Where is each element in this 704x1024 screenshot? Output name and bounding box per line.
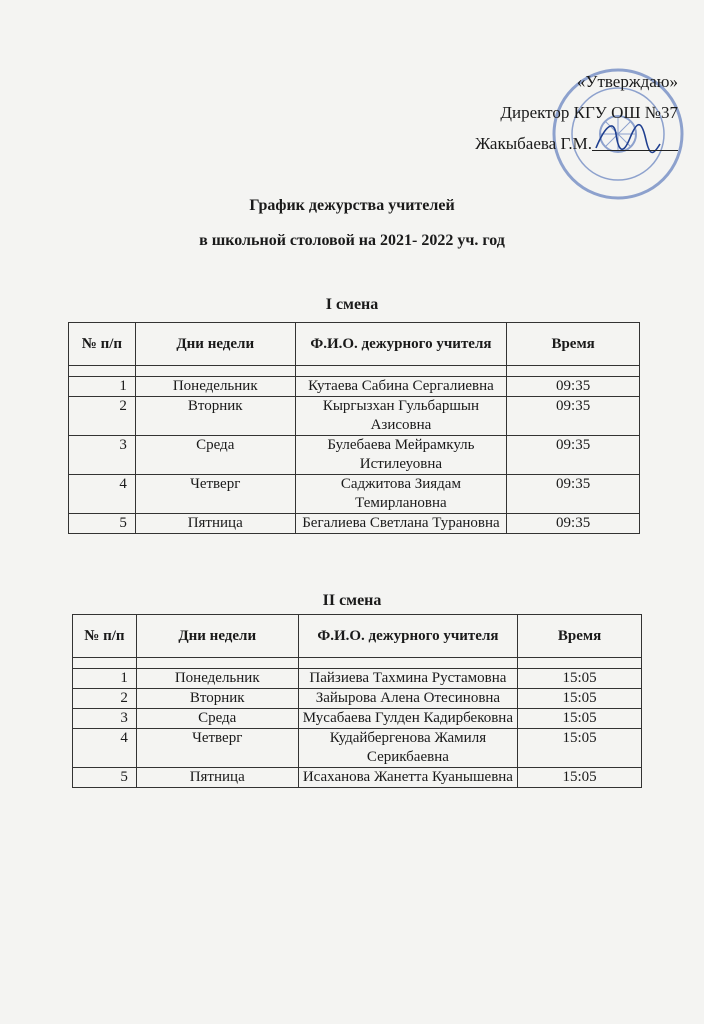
- row-teacher: Зайырова Алена Отесиновна: [298, 689, 518, 709]
- shift2-table: [72, 614, 642, 788]
- row-day: Понедельник: [136, 669, 298, 689]
- row-number: 3: [73, 709, 137, 729]
- table-row: [73, 768, 642, 788]
- director-name: Жакыбаева Г.М.: [475, 134, 592, 153]
- spacer-row: [69, 366, 640, 377]
- row-number: 3: [69, 436, 136, 475]
- row-day: Пятница: [136, 768, 298, 788]
- row-day: Среда: [135, 436, 295, 475]
- table-row: [73, 709, 642, 729]
- row-teacher: Бегалиева Светлана Турановна: [295, 514, 507, 534]
- header-time: Время: [518, 615, 642, 658]
- table-row: [69, 436, 640, 475]
- row-day: Четверг: [135, 475, 295, 514]
- table-row: [73, 689, 642, 709]
- table-row: [69, 475, 640, 514]
- row-time: 15:05: [518, 709, 642, 729]
- table-row: [69, 397, 640, 436]
- row-day: Вторник: [136, 689, 298, 709]
- row-teacher: Кудайбергенова Жамиля Серикбаевна: [298, 729, 518, 768]
- row-number: 4: [73, 729, 137, 768]
- spacer-row: [73, 658, 642, 669]
- row-time: 09:35: [507, 397, 640, 436]
- row-day: Среда: [136, 709, 298, 729]
- row-number: 2: [69, 397, 136, 436]
- header-teacher: Ф.И.О. дежурного учителя: [295, 323, 507, 366]
- header-day: Дни недели: [136, 615, 298, 658]
- table-header-row: [69, 323, 640, 366]
- header-day: Дни недели: [135, 323, 295, 366]
- row-number: 5: [69, 514, 136, 534]
- row-teacher: Мусабаева Гулден Кадирбековна: [298, 709, 518, 729]
- row-teacher: Кутаева Сабина Сергалиевна: [295, 377, 507, 397]
- row-teacher: Пайзиева Тахмина Рустамовна: [298, 669, 518, 689]
- document-title: График дежурства учителей: [249, 197, 455, 214]
- row-time: 15:05: [518, 689, 642, 709]
- row-time: 15:05: [518, 729, 642, 768]
- shift1-table: [68, 322, 640, 534]
- row-time: 09:35: [507, 475, 640, 514]
- row-teacher: Кыргызхан Гульбаршын Азисовна: [295, 397, 507, 436]
- table-header-row: [73, 615, 642, 658]
- row-teacher: Саджитова Зиядам Темирлановна: [295, 475, 507, 514]
- row-time: 09:35: [507, 377, 640, 397]
- header-number: № п/п: [73, 615, 137, 658]
- row-number: 4: [69, 475, 136, 514]
- table-row: [69, 514, 640, 534]
- row-day: Понедельник: [135, 377, 295, 397]
- row-number: 1: [69, 377, 136, 397]
- header-time: Время: [507, 323, 640, 366]
- approve-label: «Утверждаю»: [576, 72, 678, 91]
- row-day: Пятница: [135, 514, 295, 534]
- table-row: [73, 729, 642, 768]
- row-time: 15:05: [518, 669, 642, 689]
- row-number: 1: [73, 669, 137, 689]
- table-row: [73, 669, 642, 689]
- row-day: Вторник: [135, 397, 295, 436]
- shift1-heading: I смена: [325, 296, 379, 313]
- signature-line: [592, 132, 678, 151]
- header-teacher: Ф.И.О. дежурного учителя: [298, 615, 518, 658]
- row-teacher: Булебаева Мейрамкуль Истилеуовна: [295, 436, 507, 475]
- director-position: Директор КГУ ОШ №37: [500, 103, 678, 122]
- row-teacher: Исаханова Жанетта Куанышевна: [298, 768, 518, 788]
- table-row: [69, 377, 640, 397]
- director-name-line: [475, 128, 678, 159]
- row-number: 2: [73, 689, 137, 709]
- row-time: 09:35: [507, 514, 640, 534]
- row-time: 15:05: [518, 768, 642, 788]
- row-day: Четверг: [136, 729, 298, 768]
- approval-block: [475, 66, 678, 159]
- shift2-heading: II смена: [322, 592, 382, 609]
- row-time: 09:35: [507, 436, 640, 475]
- row-number: 5: [73, 768, 137, 788]
- header-number: № п/п: [69, 323, 136, 366]
- document-subtitle: в школьной столовой на 2021- 2022 уч. год: [199, 232, 505, 249]
